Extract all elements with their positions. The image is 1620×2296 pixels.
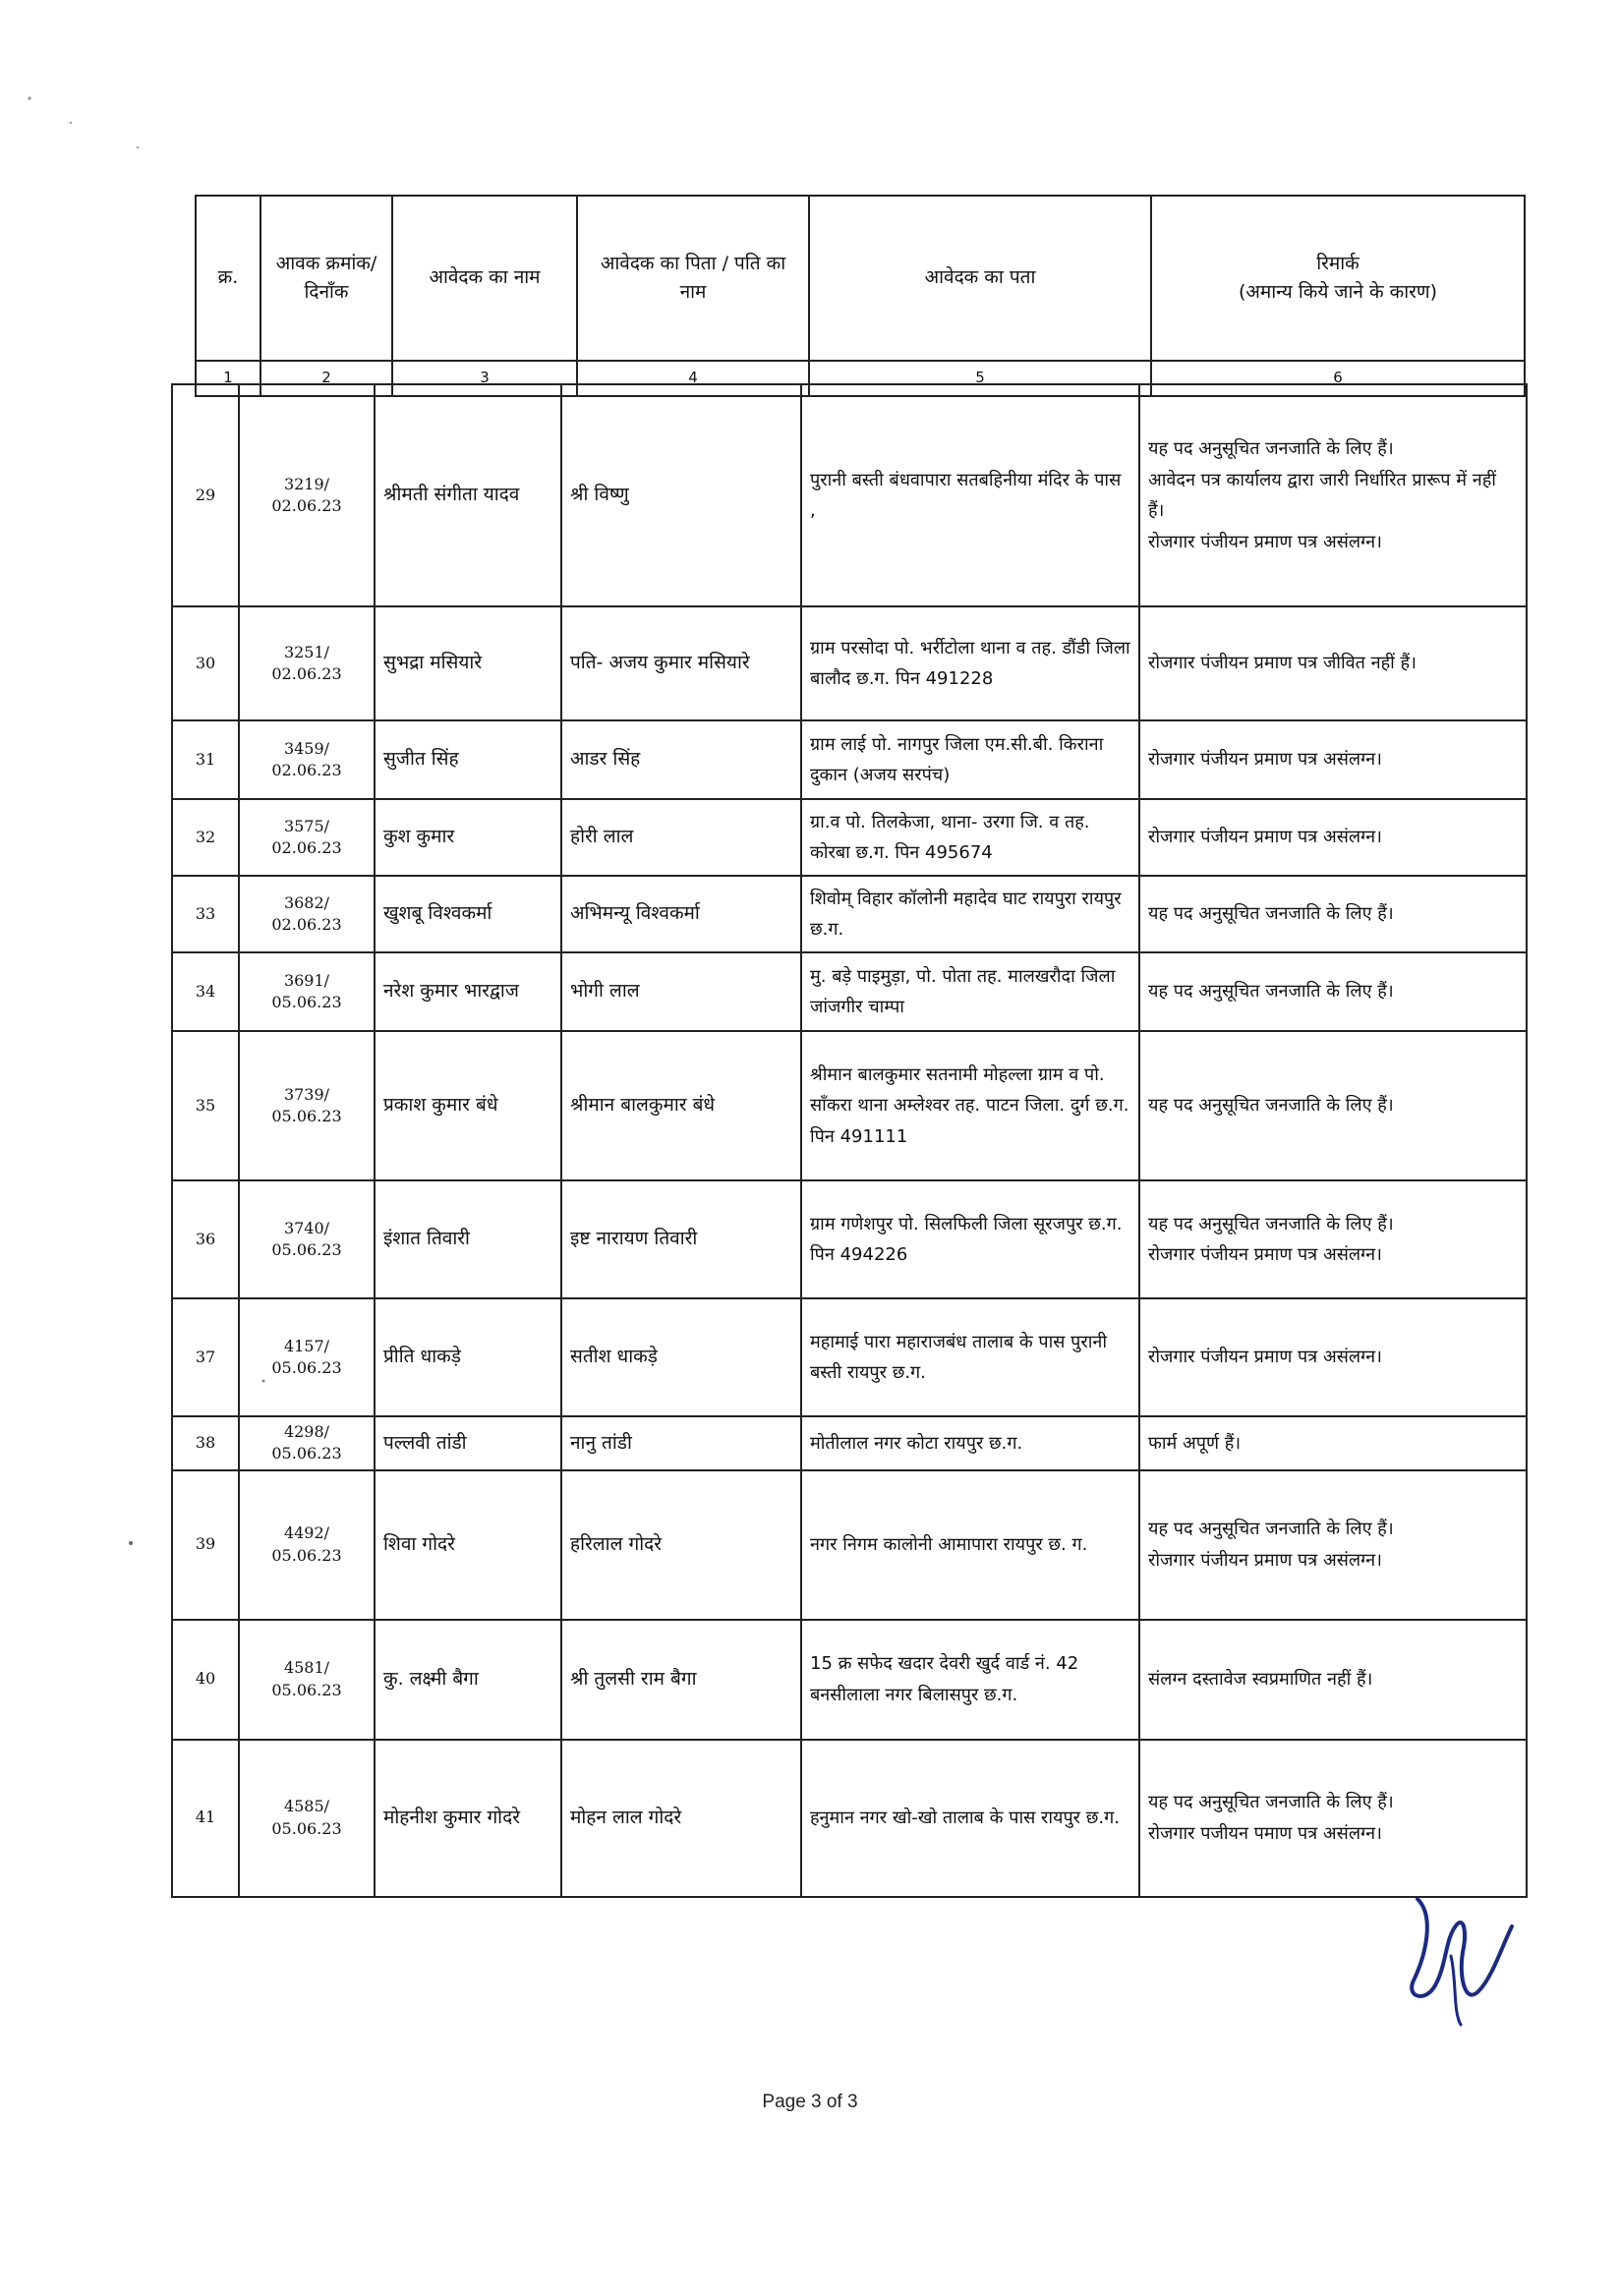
inward-date: 05.06.23 (271, 1680, 342, 1699)
father-husband-name-cell: श्री विष्णु (561, 384, 801, 606)
remarks-cell (1139, 1180, 1527, 1298)
remark-line: रोजगार पंजीयन प्रमाण पत्र असंलग्न। (1148, 1347, 1382, 1368)
table-row (172, 384, 1527, 606)
serial-number-cell: 38 (172, 1416, 239, 1470)
remark-line: रोजगार पजीयन पमाण पत्र असंलग्न। (1148, 1822, 1382, 1844)
page-number: Page 3 of 3 (762, 2092, 858, 2112)
serial-number-cell: 40 (172, 1620, 239, 1740)
father-husband-name-cell: पति- अजय कुमार मसियारे (561, 606, 801, 720)
reference-date-cell (239, 720, 375, 799)
father-husband-name-cell: मोहन लाल गोदरे (561, 1740, 801, 1897)
header-ref: आवक क्रमांक/ दिनॉंक (260, 196, 392, 361)
serial-number-cell: 29 (172, 384, 239, 606)
inward-date: 02.06.23 (271, 838, 342, 857)
applicants-table-body (171, 383, 1528, 1898)
applicant-name-cell: शिवा गोदरे (375, 1470, 561, 1620)
inward-date: 02.06.23 (271, 915, 342, 934)
reference-date-cell (239, 1740, 375, 1897)
table-row (172, 799, 1527, 876)
remarks-cell (1139, 799, 1527, 876)
address-cell: पुरानी बस्ती बंधवापारा सतबहिनीया मंदिर के पास , (801, 384, 1139, 606)
remark-line: यह पद अनुसूचित जनजाति के लिए हैं। (1148, 1213, 1394, 1234)
remark-line: रोजगार पंजीयन प्रमाण पत्र असंलग्न। (1148, 827, 1382, 848)
address-cell: श्रीमान बालकुमार सतनामी मोहल्ला ग्राम व पो. सॉंकरा थाना अम्लेश्वर तह. पाटन जिला. दुर्ग छ.ग. पिन 491111 (801, 1031, 1139, 1180)
signature-icon (1396, 1887, 1524, 2035)
serial-number-cell: 35 (172, 1031, 239, 1180)
header-remarks-title: रिमार्क (1316, 252, 1360, 274)
inward-date: 02.06.23 (271, 664, 342, 683)
remark-line: संलग्न दस्तावेज स्वप्रमाणित नहीं हैं। (1148, 1669, 1373, 1691)
table-row (172, 1416, 1527, 1470)
inward-date: 05.06.23 (271, 993, 342, 1011)
address-cell: शिवोम् विहार कॉलोनी महादेव घाट रायपुरा रायपुर छ.ग. (801, 876, 1139, 952)
remark-line: फार्म अपूर्ण हैं। (1148, 1432, 1242, 1454)
address-cell: महामाई पारा महाराजबंध तालाब के पास पुरानी बस्ती रायपुर छ.ग. (801, 1298, 1139, 1416)
applicant-name-cell: प्रकाश कुमार बंधे (375, 1031, 561, 1180)
remarks-cell (1139, 1470, 1527, 1620)
reference-date-cell (239, 384, 375, 606)
applicant-name-cell: मोहनीश कुमार गोदरे (375, 1740, 561, 1897)
address-cell: ग्राम लाई पो. नागपुर जिला एम.सी.बी. किराना दुकान (अजय सरपंच) (801, 720, 1139, 799)
remarks-cell (1139, 1298, 1527, 1416)
serial-number-cell: 39 (172, 1470, 239, 1620)
inward-number: 3251/ (283, 642, 330, 661)
remark-line: रोजगार पंजीयन प्रमाण पत्र असंलग्न। (1148, 1244, 1382, 1265)
address-cell: हनुमान नगर खो-खो तालाब के पास रायपुर छ.ग. (801, 1740, 1139, 1897)
serial-number-cell: 37 (172, 1298, 239, 1416)
header-name: आवेदक का नाम (392, 196, 577, 361)
header-father: आवेदक का पिता / पति का नाम (577, 196, 809, 361)
inward-date: 05.06.23 (271, 1240, 342, 1259)
father-husband-name-cell: आडर सिंह (561, 720, 801, 799)
father-husband-name-cell: श्रीमान बालकुमार बंधे (561, 1031, 801, 1180)
father-husband-name-cell: होरी लाल (561, 799, 801, 876)
reference-date-cell (239, 1470, 375, 1620)
remark-line: रोजगार पंजीयन प्रमाण पत्र असंलग्न। (1148, 1549, 1382, 1571)
remarks-cell (1139, 1031, 1527, 1180)
inward-number: 4581/ (283, 1658, 330, 1678)
applicant-name-cell: इंशात तिवारी (375, 1180, 561, 1298)
remark-line: यह पद अनुसूचित जनजाति के लिए हैं। (1148, 1792, 1394, 1813)
reference-date-cell (239, 1180, 375, 1298)
table-row (172, 876, 1527, 952)
address-cell: मु. बड़े पाइमुड़ा, पो. पोता तह. मालखरौदा जिला जांजगीर चाम्पा (801, 952, 1139, 1031)
father-husband-name-cell: सतीश धाकड़े (561, 1298, 801, 1416)
header-remarks (1151, 196, 1525, 361)
remark-line: यह पद अनुसूचित जनजाति के लिए हैं। (1148, 903, 1394, 925)
inward-date: 05.06.23 (271, 1818, 342, 1838)
father-husband-name-cell: भोगी लाल (561, 952, 801, 1031)
inward-number: 4585/ (283, 1797, 330, 1816)
inward-number: 4298/ (283, 1422, 330, 1441)
applicant-name-cell: पल्लवी तांडी (375, 1416, 561, 1470)
table-row (172, 1298, 1527, 1416)
applicant-name-cell: श्रीमती संगीता यादव (375, 384, 561, 606)
table-row (172, 606, 1527, 720)
address-cell: नगर निगम कालोनी आमापारा रायपुर छ. ग. (801, 1470, 1139, 1620)
inward-number: 3682/ (283, 892, 330, 912)
reference-date-cell (239, 1416, 375, 1470)
serial-number-cell: 36 (172, 1180, 239, 1298)
header-address: आवेदक का पता (809, 196, 1151, 361)
table-row (172, 1031, 1527, 1180)
remarks-cell (1139, 952, 1527, 1031)
remarks-cell (1139, 1416, 1527, 1470)
applicant-name-cell: कु. लक्ष्मी बैगा (375, 1620, 561, 1740)
father-husband-name-cell: हरिलाल गोदरे (561, 1470, 801, 1620)
remark-line: रोजगार पंजीयन प्रमाण पत्र असंलग्न। (1148, 749, 1382, 771)
inward-number: 3459/ (283, 738, 330, 758)
inward-date: 05.06.23 (271, 1107, 342, 1125)
applicant-name-cell: प्रीति धाकड़े (375, 1298, 561, 1416)
inward-date: 05.06.23 (271, 1545, 342, 1565)
inward-date: 02.06.23 (271, 761, 342, 779)
father-husband-name-cell: नानु तांडी (561, 1416, 801, 1470)
table-row (172, 720, 1527, 799)
serial-number-cell: 41 (172, 1740, 239, 1897)
father-husband-name-cell: श्री तुलसी राम बैगा (561, 1620, 801, 1740)
reference-date-cell (239, 1620, 375, 1740)
applicant-name-cell: नरेश कुमार भारद्वाज (375, 952, 561, 1031)
remarks-cell (1139, 876, 1527, 952)
remark-line: यह पद अनुसूचित जनजाति के लिए हैं। (1148, 1095, 1394, 1117)
remark-line: यह पद अनुसूचित जनजाति के लिए हैं। (1148, 438, 1394, 459)
reference-date-cell (239, 606, 375, 720)
remark-line: रोजगार पंजीयन प्रमाण पत्र जीवित नहीं हैं। (1148, 653, 1417, 674)
column-number: 3 (392, 361, 577, 396)
column-number: 4 (577, 361, 809, 396)
table-row (172, 1620, 1527, 1740)
applicants-table (195, 195, 1526, 397)
inward-date: 05.06.23 (271, 1358, 342, 1377)
father-husband-name-cell: अभिमन्यू विश्वकर्मा (561, 876, 801, 952)
header-remarks-sub: (अमान्य किये जाने के कारण) (1238, 281, 1438, 303)
serial-number-cell: 30 (172, 606, 239, 720)
applicant-name-cell: खुशबू विश्वकर्मा (375, 876, 561, 952)
reference-date-cell (239, 799, 375, 876)
inward-number: 3740/ (283, 1218, 330, 1237)
serial-number-cell: 32 (172, 799, 239, 876)
address-cell: ग्राम गणेशपुर पो. सिलफिली जिला सूरजपुर छ.ग. पिन 494226 (801, 1180, 1139, 1298)
address-cell: ग्रा.व पो. तिलकेजा, थाना- उरगा जि. व तह. कोरबा छ.ग. पिन 495674 (801, 799, 1139, 876)
column-number: 1 (196, 361, 260, 396)
reference-date-cell (239, 1298, 375, 1416)
inward-date: 05.06.23 (271, 1444, 342, 1464)
remark-line: रोजगार पंजीयन प्रमाण पत्र असंलग्न। (1148, 531, 1382, 552)
inward-number: 4157/ (283, 1336, 330, 1355)
address-cell: मोतीलाल नगर कोटा रायपुर छ.ग. (801, 1416, 1139, 1470)
remarks-cell (1139, 720, 1527, 799)
applicant-name-cell: कुश कुमार (375, 799, 561, 876)
serial-number-cell: 33 (172, 876, 239, 952)
father-husband-name-cell: इष्ट नारायण तिवारी (561, 1180, 801, 1298)
column-number: 5 (809, 361, 1151, 396)
serial-number-cell: 34 (172, 952, 239, 1031)
inward-number: 4492/ (283, 1523, 330, 1543)
serial-number-cell: 31 (172, 720, 239, 799)
remarks-cell (1139, 384, 1527, 606)
applicant-name-cell: सुभद्रा मसियारे (375, 606, 561, 720)
applicant-name-cell: सुजीत सिंह (375, 720, 561, 799)
inward-number: 3739/ (283, 1084, 330, 1104)
reference-date-cell (239, 876, 375, 952)
table-row (172, 1180, 1527, 1298)
table-row (172, 1470, 1527, 1620)
table-row (172, 952, 1527, 1031)
column-number: 2 (260, 361, 392, 396)
inward-date: 02.06.23 (271, 496, 342, 515)
inward-number: 3691/ (283, 970, 330, 990)
header-row (196, 196, 1525, 361)
remarks-cell (1139, 1740, 1527, 1897)
remarks-cell (1139, 606, 1527, 720)
reference-date-cell (239, 952, 375, 1031)
table-row (172, 1740, 1527, 1897)
address-cell: 15 क्र सफेद खदार देवरी खुर्द वार्ड नं. 42 बनसीलाला नगर बिलासपुर छ.ग. (801, 1620, 1139, 1740)
remark-line: यह पद अनुसूचित जनजाति के लिए हैं। (1148, 981, 1394, 1003)
remark-line: यह पद अनुसूचित जनजाति के लिए हैं। (1148, 1519, 1394, 1540)
remarks-cell (1139, 1620, 1527, 1740)
reference-date-cell (239, 1031, 375, 1180)
inward-number: 3219/ (283, 474, 330, 493)
remark-line: आवेदन पत्र कार्यालय द्वारा जारी निर्धारित प्रारूप में नहीं हैं। (1148, 469, 1496, 521)
address-cell: ग्राम परसोदा पो. भर्रीटोला थाना व तह. डौंडी जिला बालौद छ.ग. पिन 491228 (801, 606, 1139, 720)
header-sno: क्र. (196, 196, 260, 361)
column-number: 6 (1151, 361, 1525, 396)
inward-number: 3575/ (283, 816, 330, 835)
